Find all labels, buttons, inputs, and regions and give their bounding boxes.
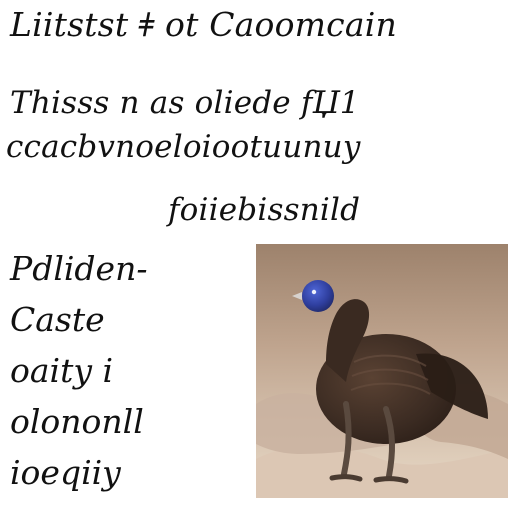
left-list-item: olononll xyxy=(10,402,144,441)
bird-eye xyxy=(312,290,316,294)
intro-line-2: ccacbvnoeloiootuunuy xyxy=(6,129,361,165)
intro-line-3: foiiebissnild xyxy=(168,192,361,228)
left-text-list xyxy=(10,249,250,507)
left-list-item: Pdliden- xyxy=(10,249,148,288)
bird-photo xyxy=(256,244,508,498)
bird-head xyxy=(302,280,334,312)
bird-foot-right xyxy=(376,479,406,481)
intro-line-1: Thisss n as oliede fЏ1 xyxy=(10,85,360,121)
bird-illustration xyxy=(256,244,508,498)
bird-foot-left xyxy=(332,477,360,479)
left-list-item: oaity i xyxy=(10,351,114,390)
left-list-item: Caste xyxy=(10,300,105,339)
left-list-item: ioeqiiy xyxy=(10,453,121,492)
page-title: Liitstst ǂ ot Caoomcain xyxy=(10,5,397,44)
